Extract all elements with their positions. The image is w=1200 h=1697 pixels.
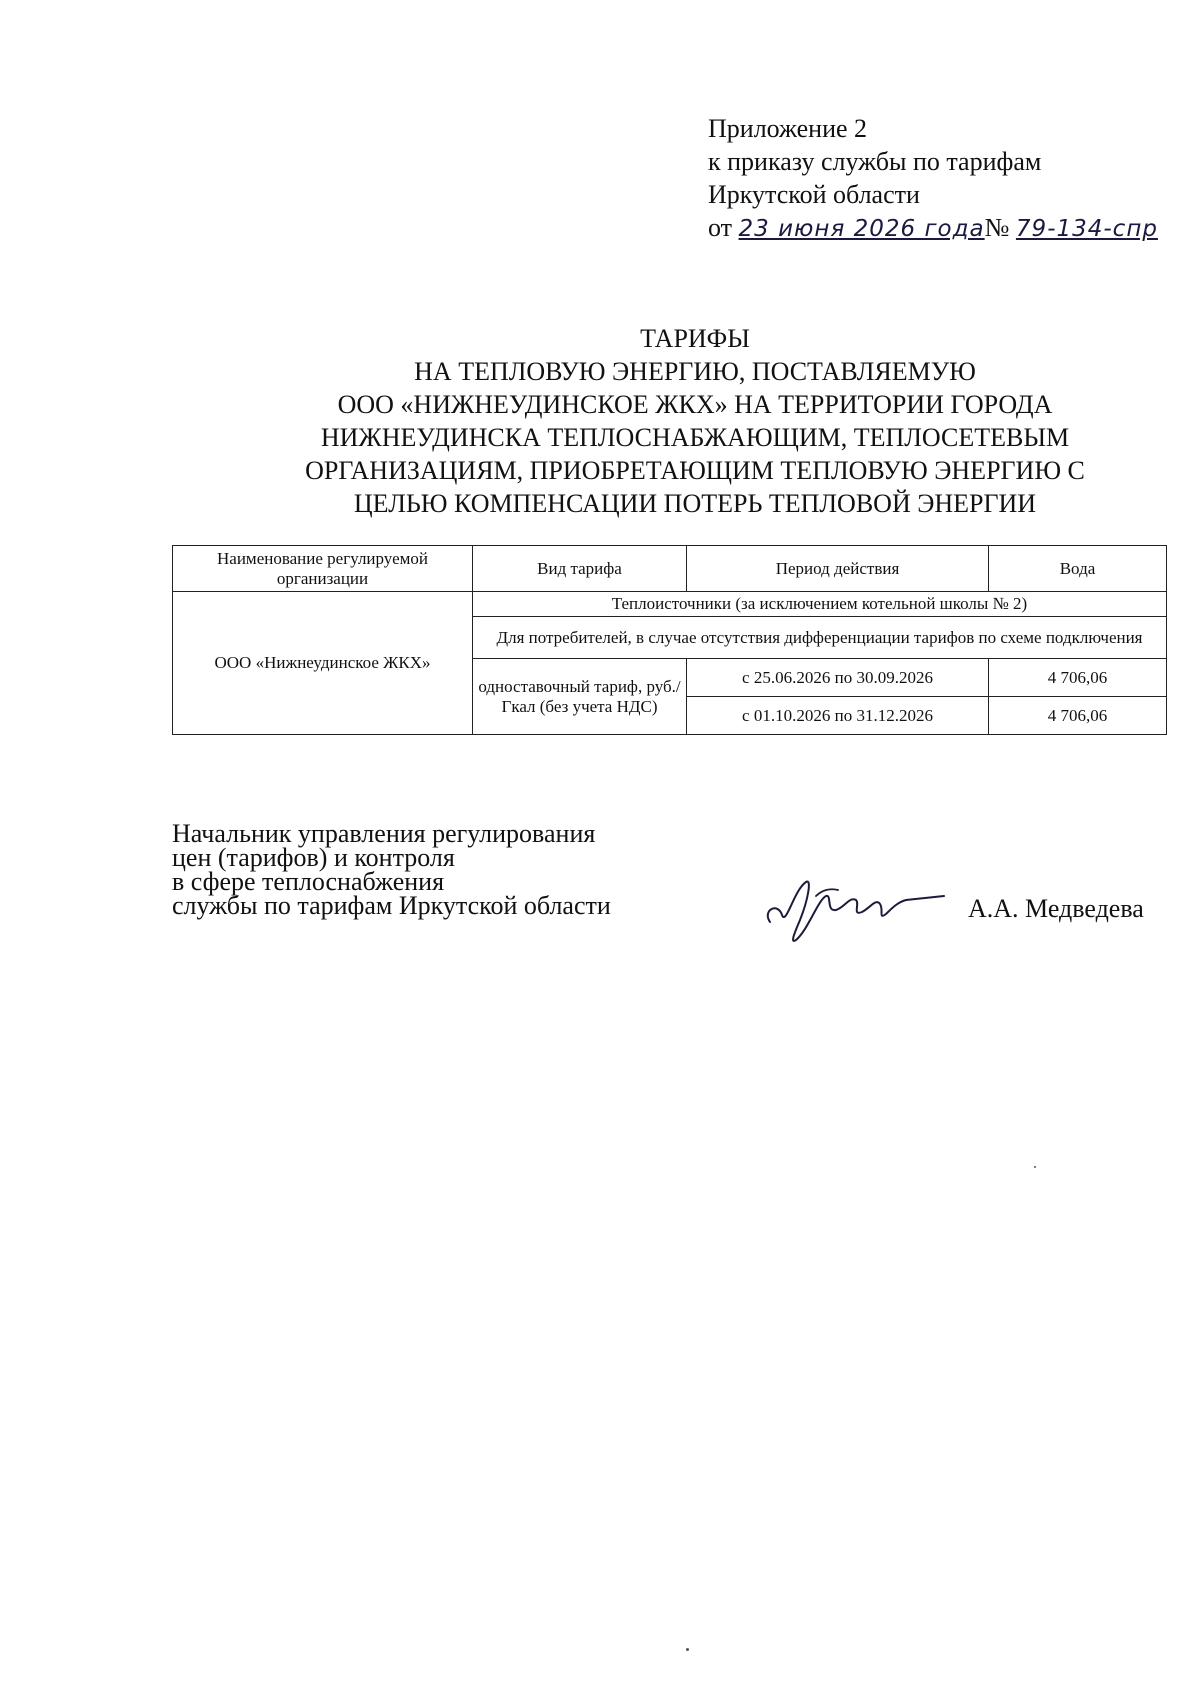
subsection-cell: Для потребителей, в случае отсутствия дифференциации тарифов по схеме подключения (473, 617, 1167, 659)
appendix-line-2: к приказу службы по тарифам (708, 147, 1042, 176)
position-line-4: службы по тарифам Иркутской области (172, 891, 611, 920)
signer-name: А.А. Медведева (968, 894, 1144, 923)
title-line-4: НИЖНЕУДИНСКА ТЕПЛОСНАБЖАЮЩИМ, ТЕПЛОСЕТЕВЫМ (320, 423, 1070, 452)
header-org: Наименование регулируемой организации (173, 546, 473, 592)
title-line-5: ОРГАНИЗАЦИЯМ, ПРИОБРЕТАЮЩИМ ТЕПЛОВУЮ ЭНЕРГИЮ С (305, 456, 1085, 485)
title-line-6: ЦЕЛЬЮ КОМПЕНСАЦИИ ПОТЕРЬ ТЕПЛОВОЙ ЭНЕРГИИ (353, 489, 1037, 518)
org-name-cell: ООО «Нижнеудинское ЖКХ» (173, 592, 473, 735)
appendix-line-1: Приложение 2 (708, 114, 868, 143)
handwritten-order-number: 79-134-спр (1015, 216, 1158, 242)
handwritten-date: 23 июня 2026 года (738, 216, 985, 242)
appendix-date-line (708, 211, 1158, 246)
period-cell: с 25.06.2026 по 30.09.2026 (687, 659, 989, 697)
date-prefix: от (708, 213, 733, 242)
scan-speck (686, 1648, 689, 1651)
appendix-header (708, 112, 1158, 246)
period-cell: с 01.10.2026 по 31.12.2026 (687, 697, 989, 735)
signatory-position (172, 819, 611, 920)
tariff-type-cell: одноставочный тариф, руб./Гкал (без учета НДС) (473, 659, 687, 735)
number-sign: № (984, 213, 1010, 242)
position-line-3: в сфере теплоснабжения (172, 867, 445, 896)
header-water: Вода (989, 546, 1167, 592)
document-title (150, 322, 1200, 520)
title-line-1: ТАРИФЫ (640, 324, 750, 353)
table-header-row (173, 546, 1167, 592)
header-period: Период действия (687, 546, 989, 592)
value-cell: 4 706,06 (989, 659, 1167, 697)
value-cell: 4 706,06 (989, 697, 1167, 735)
tariff-table (172, 545, 1167, 735)
table-row (173, 592, 1167, 617)
section-cell: Теплоисточники (за исключением котельной школы № 2) (473, 592, 1167, 617)
position-line-1: Начальник управления регулирования (172, 819, 596, 848)
position-line-2: цен (тарифов) и контроля (172, 843, 455, 872)
handwritten-signature (760, 860, 950, 950)
appendix-line-3: Иркутской области (708, 180, 920, 209)
title-line-2: НА ТЕПЛОВУЮ ЭНЕРГИЮ, ПОСТАВЛЯЕМУЮ (414, 357, 976, 386)
header-tariff-type: Вид тарифа (473, 546, 687, 592)
scan-speck (1034, 1166, 1036, 1168)
title-line-3: ООО «НИЖНЕУДИНСКОЕ ЖКХ» НА ТЕРРИТОРИИ ГОРОДА (337, 390, 1053, 419)
